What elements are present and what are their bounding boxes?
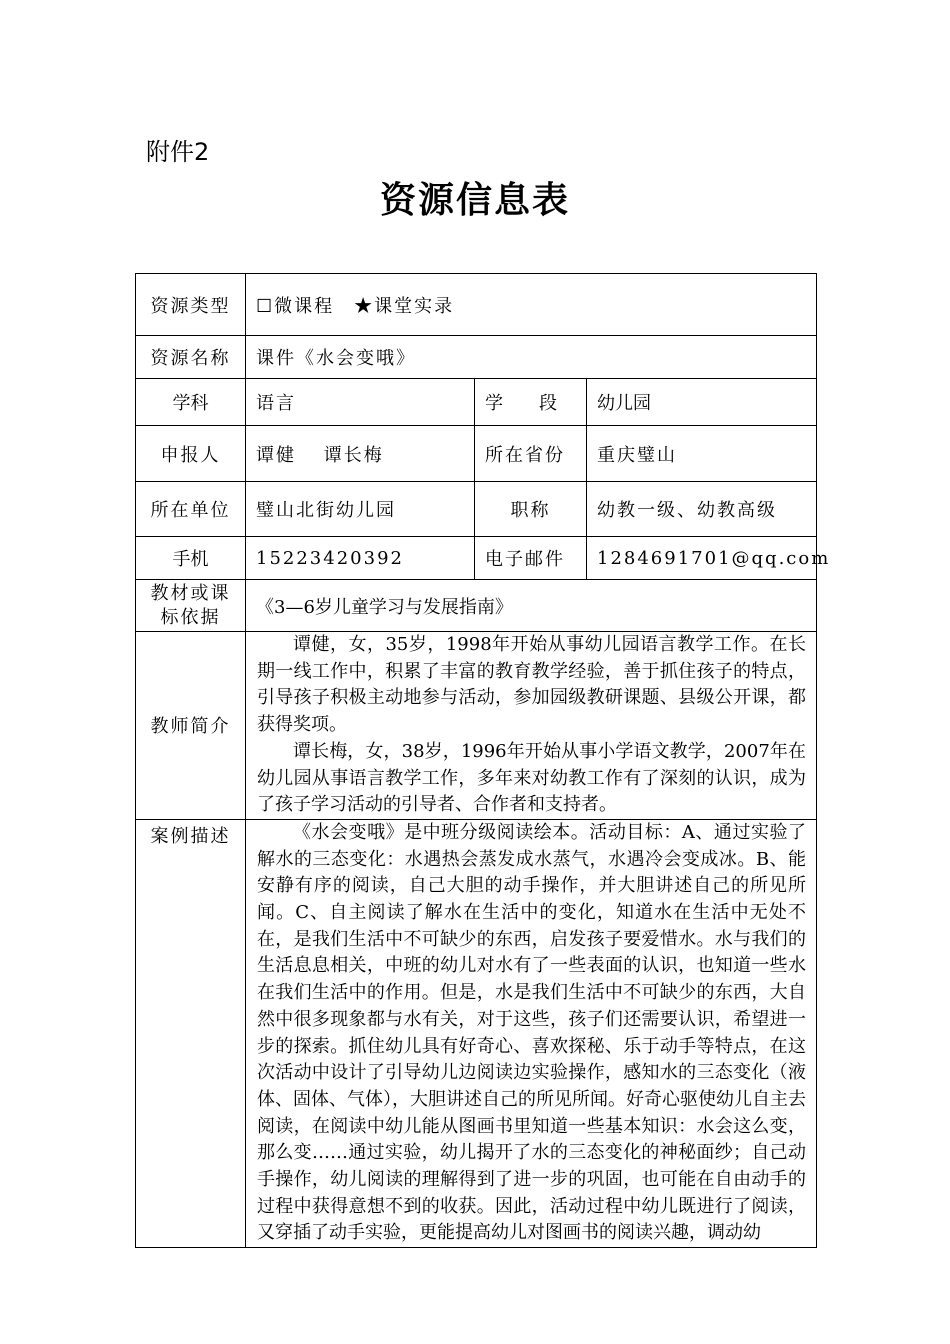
row-applicant (136, 426, 817, 482)
label-applicant: 申报人 (136, 426, 246, 482)
value-teacher (246, 632, 817, 820)
case-description-text: 《水会变哦》是中班分级阅读绘本。活动目标：A、通过实验了解水的三态变化：水遇热会蒸发成水蒸气，水遇冷会变成冰。B、能安静有序的阅读，自己大胆的动手操作，并大胆讲述自己的所见所闻。C、自主阅读了解水在生活中的变化，知道水在生活中无处不在，是我们生活中不可缺少的东西，启发孩子要爱惜水。水与我们的生活息息相关，中班的幼儿对水有了一些表面的认识，也知道一些水在我们生活中的作用。但是，水是我们生活中不可缺少的东西，大自然中很多现象都与水有关，对于这些，孩子们还需要认识，希望进一步的探索。抓住幼儿具有好奇心、喜欢探秘、乐于动手等特点，在这次活动中设计了引导幼儿边阅读边实验操作，感知水的三态变化（液体、固体、气体），大胆讲述自己的所见所闻。好奇心驱使幼儿自主去阅读，在阅读中幼儿能从图画书里知道一些基本知识：水会这么变，那么变……通过实验，幼儿揭开了水的三态变化的神秘面纱；自己动手操作，幼儿阅读的理解得到了进一步的巩固，也可能在自由动手的过程中获得意想不到的收获。因此，活动过程中幼儿既进行了阅读，又穿插了动手实验，更能提高幼儿对图画书的阅读兴趣，调动幼 (257, 821, 806, 1244)
label-title-rank: 职称 (475, 482, 587, 537)
page-title: 资源信息表 (379, 179, 570, 221)
row-basis (136, 580, 817, 632)
resource-info-table (135, 273, 831, 1248)
value-province: 重庆璧山 (587, 426, 817, 482)
row-unit (136, 482, 817, 537)
value-unit: 璧山北街幼儿园 (246, 482, 475, 537)
value-phone: 15223420392 (246, 537, 475, 580)
row-resource-type (136, 274, 817, 336)
teacher-intro-para-2: 谭长梅，女，38岁，1996年开始从事小学语文教学，2007年在幼儿园从事语言教学工作，多年来对幼教工作有了深刻的认识，成为了孩子学习活动的引导者、合作者和支持者。 (257, 740, 806, 816)
row-case (136, 819, 817, 1247)
label-province: 所在省份 (475, 426, 587, 482)
value-resource-name: 课件《水会变哦》 (246, 336, 817, 379)
row-phone (136, 537, 817, 580)
label-teacher: 教师简介 (136, 632, 246, 820)
label-basis-line1: 教材或课 (150, 582, 231, 604)
value-applicant: 谭健 谭长梅 (246, 426, 475, 482)
label-email: 电子邮件 (475, 537, 587, 580)
value-stage: 幼儿园 (587, 379, 817, 426)
label-resource-type: 资源类型 (136, 274, 246, 336)
label-resource-name: 资源名称 (136, 336, 246, 379)
label-stage: 学 段 (475, 379, 587, 426)
value-title-rank: 幼教一级、幼教高级 (587, 482, 817, 537)
label-basis-line2: 标依据 (160, 606, 221, 628)
label-case: 案例描述 (136, 819, 246, 1247)
value-case (246, 819, 817, 1247)
value-email: 1284691701@qq.com (587, 537, 817, 580)
teacher-intro-para-1: 谭健，女，35岁，1998年开始从事幼儿园语言教学工作。在长期一线工作中，积累了丰富的教育教学经验，善于抓住孩子的特点，引导孩子积极主动地参与活动，参加园级教研课题、县级公开课，都获得奖项。 (257, 634, 806, 736)
row-subject (136, 379, 817, 426)
attachment-label: 附件2 (146, 138, 210, 166)
label-phone: 手机 (136, 537, 246, 580)
value-basis: 《3—6岁儿童学习与发展指南》 (246, 580, 817, 632)
label-unit: 所在单位 (136, 482, 246, 537)
value-subject: 语言 (246, 379, 475, 426)
row-teacher (136, 632, 817, 820)
label-basis (136, 580, 246, 632)
value-resource-type: ☐微课程 ★课堂实录 (246, 274, 817, 336)
row-resource-name (136, 336, 817, 379)
label-subject: 学科 (136, 379, 246, 426)
